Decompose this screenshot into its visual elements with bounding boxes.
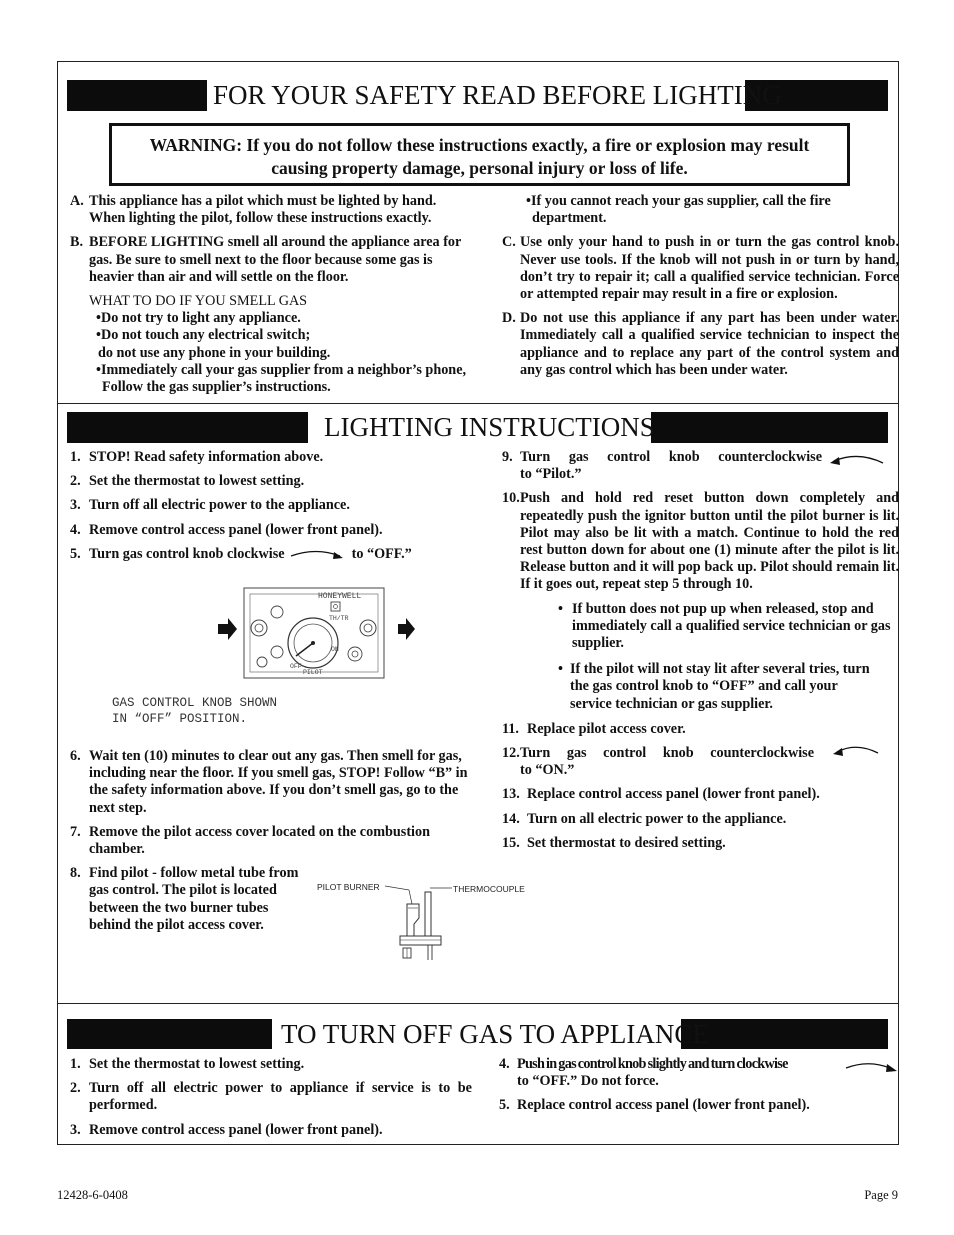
title-bar-left — [67, 412, 308, 443]
step-text: Turn gas control knob clockwise — [89, 545, 285, 562]
safety-item-b — [70, 234, 468, 286]
smell-bullet-cont: do not use any phone in your building. — [98, 344, 331, 361]
valve-pilot-label: PILOT — [303, 669, 323, 676]
step-number: 9. — [502, 449, 513, 465]
turnoff-step — [70, 1056, 472, 1073]
title-bar-left — [67, 80, 207, 111]
step-number: 8. — [70, 865, 81, 882]
clockwise-arrow-icon — [288, 547, 348, 563]
step-text: Set thermostat to desired setting. — [527, 834, 726, 851]
step-number: 1. — [70, 449, 81, 465]
smell-bullet: •Do not try to light any appliance. — [96, 310, 301, 327]
item-text: Use only your hand to push in or turn the gas control knob. Never use tools. If the knob will not push in or turn by hand, don’t try to repair it; call a qualified service technician. Force or attempted repair may result in a fire or explosion. — [520, 234, 899, 303]
pilot-burner-diagram — [385, 884, 460, 964]
step-number: 14. — [502, 810, 520, 827]
turnoff-step — [70, 1122, 472, 1139]
smell-bullet: •Do not touch any electrical switch; — [96, 327, 311, 344]
smell-gas-block — [89, 293, 468, 396]
lighting-step — [70, 824, 468, 858]
step-number: 12. — [502, 745, 520, 762]
item-label: D. — [502, 310, 516, 327]
step-text: STOP! Read safety information above. — [89, 449, 324, 465]
turnoff-step — [499, 1056, 899, 1090]
turnoff-title: TO TURN OFF GAS TO APPLIANCE — [281, 1019, 709, 1049]
step-text: Replace pilot access cover. — [527, 720, 686, 737]
step-number: 2. — [70, 1080, 81, 1097]
safety-item-d — [502, 310, 899, 379]
section-divider-2 — [57, 1003, 899, 1004]
valve-caption-line-2: IN “OFF” POSITION. — [112, 712, 248, 726]
bullet-text: If button does not pup up when released, stop and immediately call a qualified service technician or gas supplier. — [572, 600, 891, 652]
step-number: 10. — [502, 490, 520, 507]
valve-on-label: ON — [331, 646, 339, 653]
step-text: Replace control access panel (lower front panel). — [517, 1097, 810, 1114]
thermocouple-label: THERMOCOUPLE — [453, 884, 525, 894]
safety-item-c — [502, 234, 899, 303]
step-text: Find pilot - follow metal tube from gas control. The pilot is located between the two burner tubes behind the pilot access cover. — [89, 865, 299, 933]
smell-bullet: •Immediately call your gas supplier from a neighbor’s phone, Follow the gas supplier’s instructions. — [96, 361, 467, 396]
valve-caption-line-1: GAS CONTROL KNOB SHOWN — [112, 696, 278, 710]
step-number: 4. — [70, 521, 81, 538]
step-text: Turn gas control knob counterclockwise — [520, 449, 822, 465]
lighting-step — [502, 811, 899, 828]
lighting-right-column — [502, 449, 899, 859]
step-number: 7. — [70, 823, 81, 840]
step-number: 13. — [502, 786, 520, 803]
item-label: C. — [502, 234, 516, 251]
title-bar-right — [651, 412, 888, 443]
safety-title: FOR YOUR SAFETY READ BEFORE LIGHTING — [213, 80, 782, 110]
step-text: Turn off all electric power to the appliance. — [89, 497, 350, 514]
step-text: Remove control access panel (lower front panel). — [89, 1121, 383, 1138]
step-number: 3. — [70, 497, 81, 514]
safety-right-column — [502, 193, 899, 386]
turnoff-right-column — [499, 1056, 899, 1122]
step-text-cont: to “Pilot.” — [520, 466, 582, 483]
lighting-step — [502, 835, 899, 852]
warning-line-2: causing property damage, personal injury or loss of life. — [271, 158, 688, 178]
lighting-step — [502, 745, 899, 779]
counterclockwise-arrow-icon — [832, 742, 880, 760]
step-number: 4. — [499, 1056, 510, 1072]
step-text: Turn gas control knob counterclockwise — [520, 745, 814, 762]
turnoff-step — [70, 1080, 472, 1114]
lighting-step — [70, 748, 468, 817]
lighting-step — [70, 546, 468, 563]
page-number: Page 9 — [864, 1188, 898, 1202]
lighting-step — [502, 786, 899, 803]
title-bar-left — [67, 1019, 272, 1049]
step-number: 6. — [70, 748, 81, 764]
step-text: Push and hold red reset button down completely and repeatedly push the ignitor button until the pilot burner is lit. Pilot may also be lit with a match. Continue to hold the red rest button down for about one (1) minute after the pilot is lit. Release button and it will pop back up. Pilot should remain lit. If it goes out, repeat step 5 through 10. — [520, 490, 899, 593]
item-label: A. — [70, 193, 84, 209]
lighting-bullet: • If the pilot will not stay lit after several tries, turn the gas control knob to “OFF” and call your service technician or gas supplier. — [558, 661, 899, 713]
safety-left-column — [70, 193, 468, 396]
lighting-step — [502, 721, 899, 738]
item-text: Do not use this appliance if any part has been under water. Immediately call a qualified service technician to inspect the appliance and to replace any part of the control system and any gas control which has been under water. — [520, 310, 899, 378]
step-number: 11. — [502, 720, 519, 737]
valve-thtr-label: TH/TR — [329, 615, 349, 622]
bullet-text: If the pilot will not stay lit after several tries, turn the gas control knob to “OFF” and call your service technician or gas supplier. — [570, 661, 870, 712]
section-divider-1 — [57, 403, 899, 404]
valve-caption — [112, 695, 277, 727]
item-text: BEFORE LIGHTING smell all around the appliance area for gas. Be sure to smell next to the floor because some gas is heavier than air and will settle on the floor. — [89, 234, 462, 285]
valve-brand-label: HONEYWELL — [318, 592, 362, 601]
step-text: Push in gas control knob slightly and turn clockwise — [517, 1056, 788, 1072]
gas-valve-diagram — [210, 582, 425, 682]
step-number: 15. — [502, 834, 520, 851]
warning-line-1: WARNING: If you do not follow these instructions exactly, a fire or explosion may result — [149, 135, 810, 155]
step-number: 1. — [70, 1056, 81, 1072]
safety-item-a — [70, 193, 468, 227]
clockwise-arrow-icon — [844, 1058, 900, 1076]
turnoff-step — [499, 1097, 899, 1114]
turnoff-left-column — [70, 1056, 472, 1146]
step-number: 3. — [70, 1121, 81, 1138]
item-label: B. — [70, 234, 84, 251]
lighting-title: LIGHTING INSTRUCTIONS — [324, 412, 655, 442]
step-text-cont: to “OFF.” Do not force. — [517, 1073, 659, 1090]
warning-box — [109, 123, 850, 186]
title-bar-right — [681, 1019, 888, 1049]
step-number: 5. — [499, 1097, 510, 1114]
smell-gas-heading: WHAT TO DO IF YOU SMELL GAS — [89, 293, 308, 310]
step-text: Remove control access panel (lower front panel). — [89, 521, 383, 538]
step-text-cont: to “ON.” — [520, 762, 575, 779]
pilot-burner-label: PILOT BURNER — [317, 882, 380, 892]
step-text: Remove the pilot access cover located on the combustion chamber. — [89, 823, 430, 858]
document-number: 12428-6-0408 — [57, 1188, 128, 1202]
lighting-step — [70, 497, 468, 514]
lighting-step — [70, 449, 468, 466]
item-text: This appliance has a pilot which must be lighted by hand. When lighting the pilot, follow these instructions exactly. — [89, 193, 437, 227]
step-text: Set the thermostat to lowest setting. — [89, 473, 305, 490]
step-text: Wait ten (10) minutes to clear out any gas. Then smell for gas, including near the floor. If you smell gas, STOP! Follow “B” in the safety information above. If you don’t smell gas, go to the next step. — [89, 748, 468, 816]
lighting-step — [502, 490, 899, 593]
lighting-bullet: • If button does not pup up when released, stop and immediately call a qualified service technician or gas supplier. — [558, 601, 899, 653]
lighting-left-column — [70, 449, 468, 570]
step-text: Turn on all electric power to the appliance. — [527, 810, 787, 827]
step-text: Turn off all electric power to appliance if service is to be performed. — [89, 1080, 472, 1114]
step-text: Replace control access panel (lower front panel). — [527, 786, 820, 803]
counterclockwise-arrow-icon — [828, 451, 886, 469]
valve-off-label: OFF — [290, 663, 302, 670]
lighting-step — [70, 522, 468, 539]
step-text: Set the thermostat to lowest setting. — [89, 1056, 305, 1072]
step-text-cont: to “OFF.” — [351, 545, 412, 562]
smell-bullet: •If you cannot reach your gas supplier, call the fire department. — [526, 193, 831, 227]
lighting-step — [70, 473, 468, 490]
step-number: 5. — [70, 545, 81, 562]
step-number: 2. — [70, 473, 81, 490]
